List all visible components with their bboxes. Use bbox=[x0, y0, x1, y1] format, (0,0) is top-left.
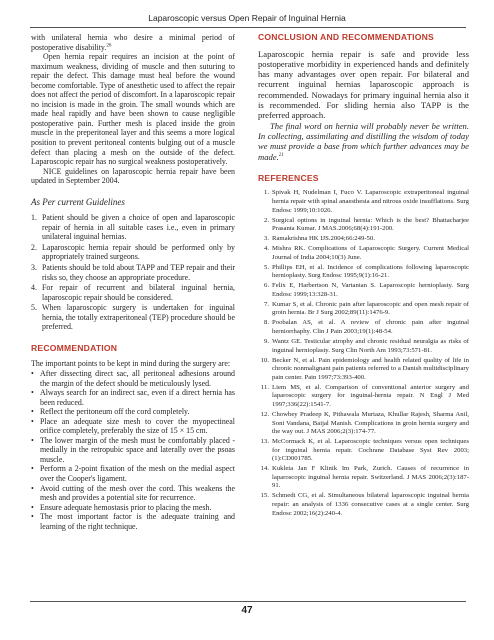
recommendation-text: Always search for an indirect sac, even if a direct hernia has been reduced. bbox=[40, 388, 235, 407]
recommendation-text: After dissecting direct sac, all peritoneal adhesions around the margin of the defect should be meticulously lysed. bbox=[40, 368, 235, 388]
intro-text: with unilateral hernia who desire a minimal period of postoperative disability. bbox=[31, 33, 235, 52]
reference-item bbox=[258, 438, 469, 464]
reference-number: 13. bbox=[260, 438, 269, 446]
guideline-text: When laparoscopic surgery is undertaken for inguinal hernia, the totally extraperitoneal (TEP) procedure should be preferred. bbox=[42, 303, 235, 332]
recommendation-intro: The important points to be kept in mind during the surgery are: bbox=[31, 359, 231, 369]
guideline-text: Laparoscopic hernia repair should be performed only by appropriately trained surgeons. bbox=[42, 242, 235, 262]
guideline-item bbox=[31, 243, 235, 262]
reference-number: 9. bbox=[263, 337, 269, 345]
reference-number: 7. bbox=[263, 300, 269, 308]
open-repair-paragraph: Open hernia repair requires an incision at the point of maximum weakness, dividing of muscle and then suturing to repair the defect. This damage must heal before the wound become comfortable. Type of anesthetic used to affect the repair does not affect the period of discomfort. In a laparoscopic repair no incision is made in the groin. The small wounds which are made heal rapidly and have been shown to cause negligible postoperative pain. Further mesh is placed inside the groin muscle in the preperitoneal layer and this seems a more logical position to prevent peritoneal contents bulging out of a muscle defect than placing a mesh on the outside of the defect. Laparoscopic repair has no surgical weakness postoperatively. bbox=[31, 52, 235, 167]
reference-number: 12. bbox=[260, 410, 269, 418]
reference-number: 4. bbox=[263, 245, 269, 253]
reference-item bbox=[258, 465, 469, 491]
recommendation-text: Ensure adequate hemostasis prior to placing the mesh. bbox=[40, 502, 212, 512]
left-column bbox=[31, 33, 235, 531]
guideline-item bbox=[31, 283, 235, 302]
nice-paragraph: NICE guidelines on laparoscopic hernia repair have been updated in September 2004. bbox=[31, 166, 235, 186]
bullet-icon: • bbox=[31, 483, 34, 493]
guideline-item bbox=[31, 303, 235, 332]
guideline-number: 4. bbox=[31, 283, 37, 293]
reference-item bbox=[258, 319, 469, 336]
guideline-number: 2. bbox=[31, 242, 37, 252]
bullet-icon: • bbox=[31, 502, 34, 512]
right-column bbox=[258, 33, 469, 520]
recommendation-item bbox=[31, 407, 235, 417]
guidelines-list bbox=[31, 213, 235, 332]
recommendation-item bbox=[31, 484, 235, 503]
reference-number: 5. bbox=[263, 263, 269, 271]
guideline-item bbox=[31, 213, 235, 242]
conclusion-citation: 21 bbox=[278, 152, 284, 158]
reference-number: 3. bbox=[263, 235, 269, 243]
reference-text: Ramakrishna HK IJS.2004;66:249-50. bbox=[272, 235, 375, 243]
reference-item bbox=[258, 235, 469, 244]
footer-rule bbox=[30, 601, 466, 602]
bullet-icon: • bbox=[31, 416, 34, 426]
reference-number: 14. bbox=[260, 465, 269, 473]
reference-text: Kumar S, et al. Chronic pain after laparoscopic and open mesh repair of groin hernia. Br J Surg 2002;89(11):1476-9. bbox=[272, 300, 469, 317]
reference-number: 6. bbox=[263, 282, 269, 290]
guideline-text: Patient should be given a choice of open and laparoscopic repair of hernia in all suitable cases i.e., even in primary unilateral inguinal hernias. bbox=[42, 213, 235, 242]
bullet-icon: • bbox=[31, 435, 34, 445]
reference-number: 8. bbox=[263, 319, 269, 327]
recommendation-text: Perform a 2-point fixation of the mesh on the medial aspect over the Cooper's ligament. bbox=[40, 464, 235, 483]
recommendation-item bbox=[31, 464, 235, 483]
recommendation-text: The lower margin of the mesh must be comfortably placed - medially in the retropubic space and laterally over the psoas muscle. bbox=[40, 435, 235, 464]
reference-item bbox=[258, 245, 469, 262]
reference-text: Surgical options in inguinal hernia: Which is the best? Bhattacharjee Prasanta Kumar. J MAS.2006;68(4):191-200. bbox=[272, 216, 469, 233]
reference-number: 2. bbox=[263, 216, 269, 224]
recommendation-list bbox=[31, 369, 235, 531]
reference-text: Wantz GE. Testicular atrophy and chronic residual neuralgia as risks of inguinal hernioplasty. Surg Clin North Am 1993;73:571-81. bbox=[272, 337, 469, 354]
reference-text: Kukleta Jan F Klinik Im Park, Zurich. Causes of recurrence in laparoscopic inguinal hernia repair. Switzerland. J MAS 2006;2(3):187-91. bbox=[272, 465, 469, 490]
reference-text: Felix E, Harbertson N, Vartanian S. Laparoscopic hernioplasty. Surg Endosc 1999;13:328-31. bbox=[272, 282, 469, 298]
header-rule bbox=[30, 27, 466, 28]
reference-item bbox=[258, 338, 469, 355]
reference-item bbox=[258, 357, 469, 383]
reference-number: 1. bbox=[263, 189, 269, 197]
reference-text: McCormack K, et al. Laparoscopic techniques versus open techniques for inguinal hernia repair. Cochrane Database Syst Rev 2003;(1):CD001785. bbox=[272, 438, 469, 463]
reference-number: 10. bbox=[260, 356, 269, 364]
bullet-icon: • bbox=[31, 407, 34, 417]
recommendation-heading: RECOMMENDATION bbox=[31, 342, 118, 353]
guideline-number: 1. bbox=[31, 213, 37, 223]
bullet-icon: • bbox=[31, 368, 34, 378]
reference-number: 11. bbox=[260, 383, 269, 391]
guideline-text: For repair of recurrent and bilateral inguinal hernia, laparoscopic repair should be considered. bbox=[42, 283, 235, 302]
reference-item bbox=[258, 411, 469, 437]
guideline-text: Patients should be told about TAPP and TEP repair and their risks so, they choose an appropriate procedure. bbox=[42, 263, 235, 282]
reference-text: Chowbey Pradeep K, Pithawala Murtaza, Khullar Rajesh, Sharma Anil, Soni Vandana, Baijal Manish. Complications in groin hernia surgery and the way out. J MAS 2006;2(3):174-77. bbox=[272, 410, 469, 436]
conclusion-paragraph: Laparoscopic hernia repair is safe and provide less postoperative morbidity in experienced hands and definitely has many advantages over open repair. For bilateral and recurrent inguinal hernias laparoscopic approach is recommended. Nowadays for primary inguinal hernia also it is recommended. For sliding hernia also TAPP is the preferred approach. bbox=[258, 48, 469, 121]
recommendation-item bbox=[31, 512, 235, 531]
conclusion-final-paragraph bbox=[258, 121, 469, 162]
page-number: 47 bbox=[241, 605, 253, 616]
reference-number: 15. bbox=[260, 492, 269, 500]
reference-text: Liem MS, et al. Comparison of conventional anterior surgery and laparoscopic surgery for inguinal-hernia repair. N Engl J Med 1997;336(22):1541-7. bbox=[272, 383, 469, 408]
bullet-icon: • bbox=[31, 512, 34, 522]
recommendation-text: Avoid cutting of the mesh over the cord. This weakens the mesh and provides a potential site for recurrence. bbox=[40, 483, 235, 503]
reference-item bbox=[258, 492, 469, 518]
recommendation-text: The most important factor is the adequate training and learning of the right technique. bbox=[40, 512, 235, 531]
recommendation-item bbox=[31, 388, 235, 407]
reference-item bbox=[258, 384, 469, 410]
reference-text: Spivak H, Nudelman I, Fuco V. Laparoscopic extraperitoneal inguinal hernia repair with spinal anaesthesia and nitrous oxide insufflations. Surg Endosc 1999;10:1026. bbox=[272, 189, 469, 214]
running-header: Laparoscopic versus Open Repair of Inguinal Hernia bbox=[148, 13, 346, 23]
recommendation-item bbox=[31, 503, 235, 513]
references-list bbox=[258, 189, 469, 518]
recommendation-text: Reflect the peritoneum off the cord completely. bbox=[40, 407, 190, 417]
reference-text: Phillips EH, et al. Incidence of complications following laparoscopic hernioplasty. Surg Endosc 1995;9(1):16-21. bbox=[272, 263, 469, 280]
reference-item bbox=[258, 217, 469, 234]
conclusion-final-text: The final word on hernia will probably never be written. In collecting, assimilating and distilling the wisdom of today we must provide a base from which further advances may be made. bbox=[258, 120, 469, 162]
intro-citation: 26 bbox=[106, 42, 112, 48]
reference-text: Becker N, et al. Pain epidemiology and health related quality of life in chronic nonmalignant pain patients referred to a Danish multidisciplinary pain center. Pain 1997;73:393-400. bbox=[272, 356, 469, 381]
conclusion-heading: CONCLUSION AND RECOMMENDATIONS bbox=[258, 32, 434, 42]
reference-text: Poobalan AS, et al. A review of chronic pain after inguinal herniorrhaphy. Clin J Pain 2003;19(1):48-54. bbox=[272, 319, 469, 335]
reference-item bbox=[258, 282, 469, 299]
bullet-icon: • bbox=[31, 464, 34, 474]
bullet-icon: • bbox=[31, 388, 34, 398]
reference-item bbox=[258, 301, 469, 318]
reference-item bbox=[258, 189, 469, 215]
reference-item bbox=[258, 264, 469, 281]
recommendation-text: Place an adequate size mesh to cover the myopectineal orifice completely, preferably the size of 15 × 15 cm. bbox=[40, 416, 235, 436]
references-heading: REFERENCES bbox=[258, 172, 319, 183]
reference-text: Schmedt CG, et al. Simultaneous bilateral laparoscopic inguinal hernia repair: an analysis of 1336 consecutive cases at a single center. Surg Endosc 2002;16(2):240-4. bbox=[272, 492, 469, 517]
guideline-number: 3. bbox=[31, 263, 37, 273]
guidelines-heading: As Per current Guidelines bbox=[31, 196, 125, 207]
reference-text: Mishra RK. Complications of Laparoscopic Surgery. Current Medical Journal of India 2004;10(3) June. bbox=[272, 245, 469, 261]
recommendation-item bbox=[31, 417, 235, 436]
recommendation-item bbox=[31, 436, 235, 465]
recommendation-item bbox=[31, 369, 235, 388]
guideline-item bbox=[31, 263, 235, 282]
intro-paragraph bbox=[31, 33, 235, 52]
guideline-number: 5. bbox=[31, 303, 37, 313]
